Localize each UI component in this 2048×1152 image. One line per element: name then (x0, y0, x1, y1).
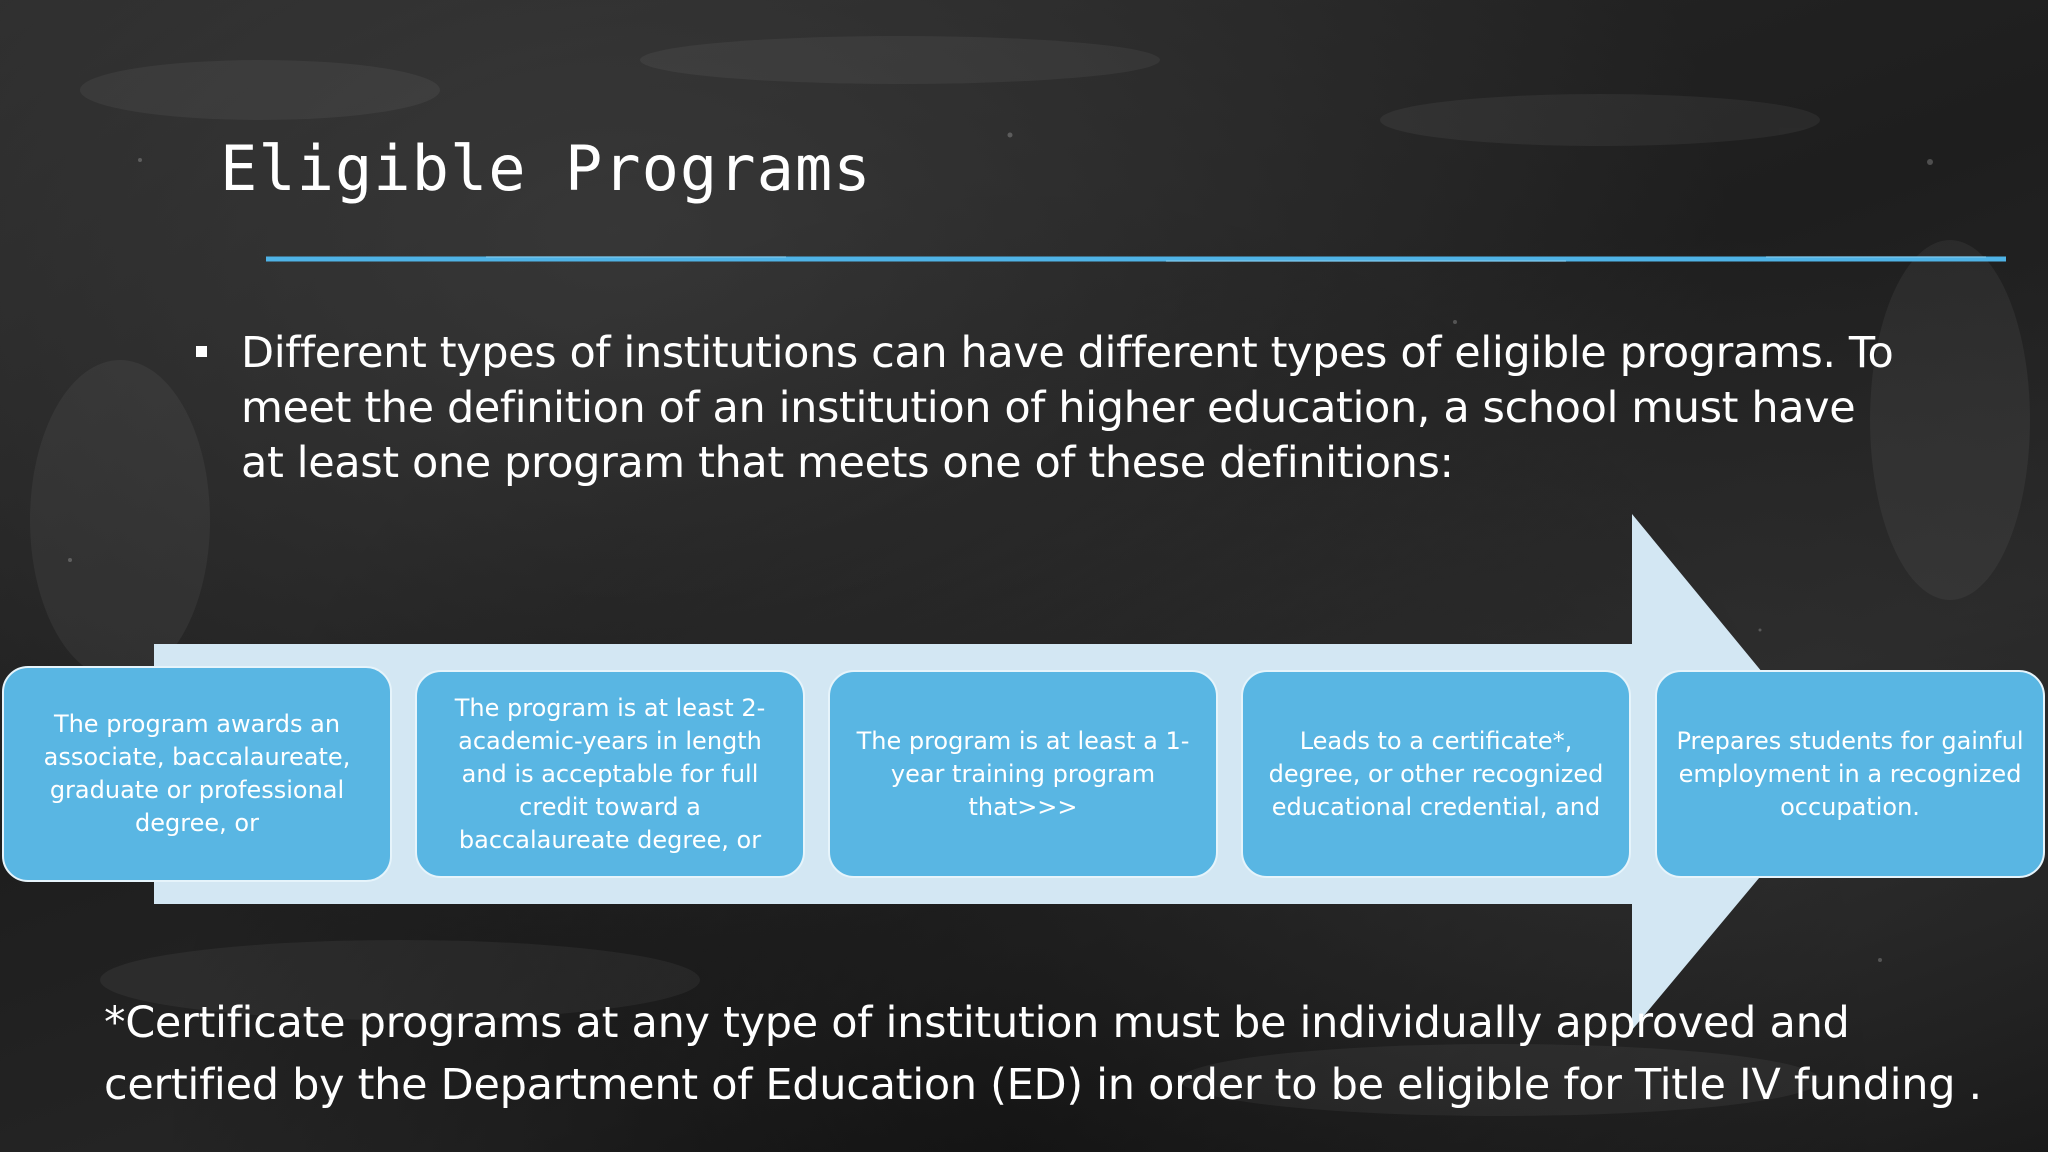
bullet-text: Different types of institutions can have different types of eligible programs. To meet the definition of an institution of higher education, a school must have at least one program that meets one of these definitions: (241, 328, 1894, 488)
process-step-3 (828, 670, 1218, 878)
process-step-3-text: The program is at least a 1-year training program that>>> (856, 726, 1190, 821)
process-step-4-text: Leads to a certificate*, degree, or other recognized educational credential, and (1268, 726, 1604, 821)
footnote-line-2: certified by the Department of Education (ED) in order to be eligible for Title IV funding . (104, 1060, 1982, 1110)
footnote (104, 992, 2004, 1116)
process-step-2 (415, 670, 805, 878)
slide-title: Eligible Programs (220, 132, 872, 205)
process-step-2-text: The program is at least 2-academic-years in length and is acceptable for full credit toward a baccalaureate degree, or (454, 693, 766, 854)
process-step-4 (1241, 670, 1631, 878)
process-step-1-text: The program awards an associate, baccalaureate, graduate or professional degree, or (43, 710, 351, 837)
footnote-line-1: *Certificate programs at any type of institution must be individually approved and (104, 998, 1850, 1048)
process-step-5 (1655, 670, 2045, 878)
process-step-5-text: Prepares students for gainful employment in a recognized occupation. (1676, 726, 2024, 821)
process-step-1 (2, 666, 392, 882)
